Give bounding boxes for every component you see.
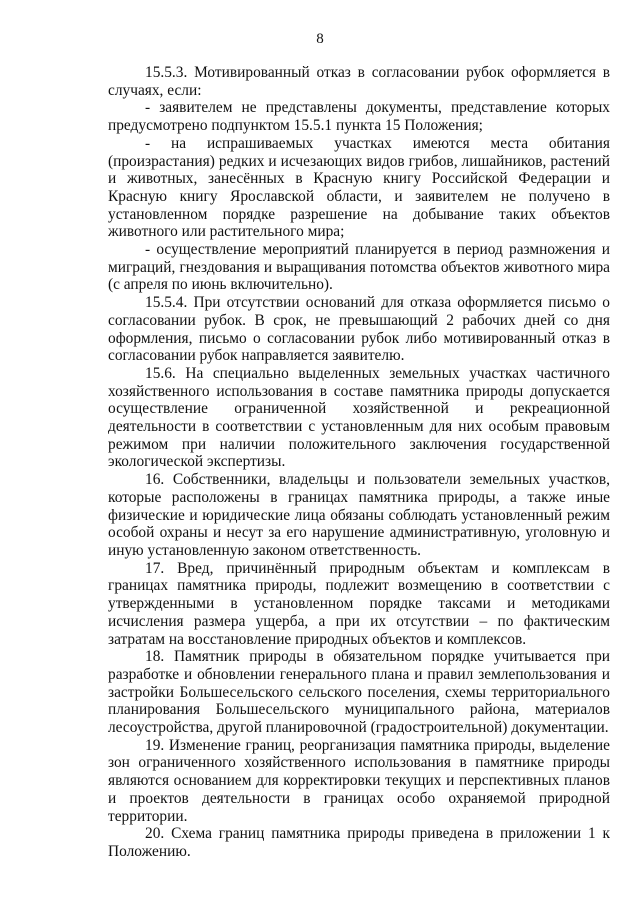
list-item-breeding-period: - осуществление мероприятий планируется в период размножения и миграций, гнездования и выращивания потомства объектов животного мира (с апреля по июнь включительно).: [108, 241, 610, 294]
page-number: 8: [316, 31, 324, 47]
clause-20: 20. Схема границ памятника природы приведена в приложении 1 к Положению.: [108, 825, 610, 860]
clause-16: 16. Собственники, владельцы и пользователи земельных участков, которые расположены в границах памятника природы, а также иные физические и юридические лица обязаны соблюдать установленный режим особой охраны и несут за его нарушение административную, уголовную и иную установленную законом ответственность.: [108, 471, 610, 559]
list-item-red-book: - на испрашиваемых участках имеются места обитания (произрастания) редких и исчезающих видов грибов, лишайников, растений и животных, занесённых в Красную книгу Российской Федерации и Красную книгу Ярославской области, и заявителем не получено в установленном порядке разрешение на добывание таких объектов животного или растительного мира;: [108, 134, 610, 241]
clause-18: 18. Памятник природы в обязательном порядке учитывается при разработке и обновлении генерального плана и правил землепользования и застройки Большесельского сельского поселения, схемы территориального планирования Большесельского муниципального района, материалов лесоустройства, другой планировочной (градостроительной) документации.: [108, 648, 610, 737]
clause-15-5-3: 15.5.3. Мотивированный отказ в согласовании рубок оформляется в случаях, если:: [108, 64, 610, 99]
clause-15-5-4: 15.5.4. При отсутствии оснований для отказа оформляется письмо о согласовании рубок. В срок, не превышающий 2 рабочих дней со дня оформления, письмо о согласовании рубок либо мотивированный отказ в согласовании рубок направляется заявителю.: [108, 294, 610, 365]
list-item-documents: - заявителем не представлены документы, представление которых предусмотрено подпунктом 15.5.1 пункта 15 Положения;: [108, 99, 610, 135]
clause-17: 17. Вред, причинённый природным объектам и комплексам в границах памятника природы, подлежит возмещению в соответствии с утвержденными в установленном порядке таксами и методиками исчисления размера ущерба, а при их отсутствии – по фактическим затратам на восстановление природных объектов и комплексов.: [108, 559, 610, 648]
clause-19: 19. Изменение границ, реорганизация памятника природы, выделение зон ограниченного хозяйственного использования в памятнике природы являются основанием для корректировки текущих и перспективных планов и проектов деятельности в границах особо охраняемой природной территории.: [108, 736, 610, 825]
document-body: [108, 64, 610, 861]
clause-15-6: 15.6. На специально выделенных земельных участках частичного хозяйственного использования в составе памятника природы допускается осуществление ограниченной хозяйственной и рекреационной деятельности в соответствии с установленным для них особым правовым режимом при наличии положительного заключения государственной экологической экспертизы.: [108, 364, 610, 471]
